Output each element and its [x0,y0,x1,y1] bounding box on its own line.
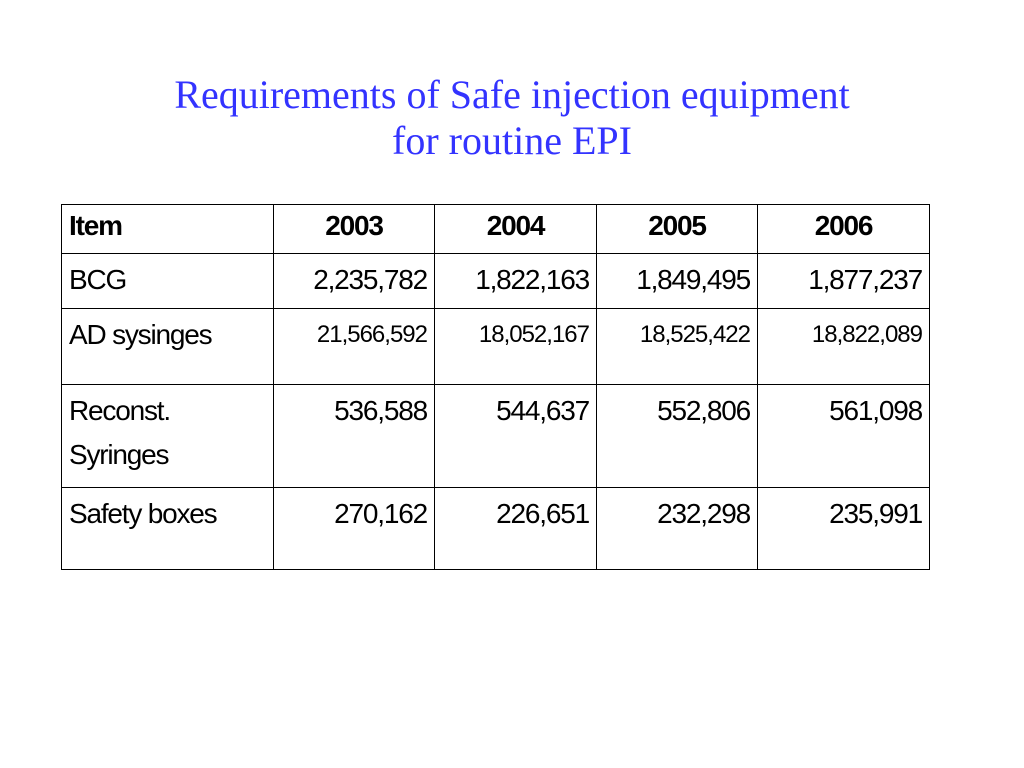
cell-value: 1,849,495 [597,254,758,309]
requirements-table [61,204,930,570]
row-label-safety-boxes: Safety boxes [62,488,274,570]
cell-value: 18,052,167 [435,309,597,385]
slide-title [0,72,1024,164]
cell-value: 18,822,089 [758,309,930,385]
table-row [62,254,930,309]
header-2004: 2004 [435,205,597,254]
cell-value: 536,588 [274,385,435,488]
header-item: Item [62,205,274,254]
cell-value: 18,525,422 [597,309,758,385]
row-label-line: Syringes [69,439,169,470]
row-label-ad-sysinges: AD sysinges [62,309,274,385]
cell-value: 270,162 [274,488,435,570]
slide-title-line-1: Requirements of Safe injection equipment [174,72,850,117]
cell-value: 2,235,782 [274,254,435,309]
cell-value: 232,298 [597,488,758,570]
cell-value: 226,651 [435,488,597,570]
cell-value: 21,566,592 [274,309,435,385]
table-row [62,309,930,385]
cell-value: 544,637 [435,385,597,488]
table-header-row [62,205,930,254]
cell-value: 561,098 [758,385,930,488]
header-2006: 2006 [758,205,930,254]
table-row [62,488,930,570]
row-label-line: Reconst. [69,395,170,426]
cell-value: 552,806 [597,385,758,488]
row-label-bcg: BCG [62,254,274,309]
slide-title-line-2: for routine EPI [392,118,632,163]
header-2005: 2005 [597,205,758,254]
cell-value: 235,991 [758,488,930,570]
table-row [62,385,930,488]
header-2003: 2003 [274,205,435,254]
row-label-reconst-syringes [62,385,274,488]
cell-value: 1,877,237 [758,254,930,309]
cell-value: 1,822,163 [435,254,597,309]
